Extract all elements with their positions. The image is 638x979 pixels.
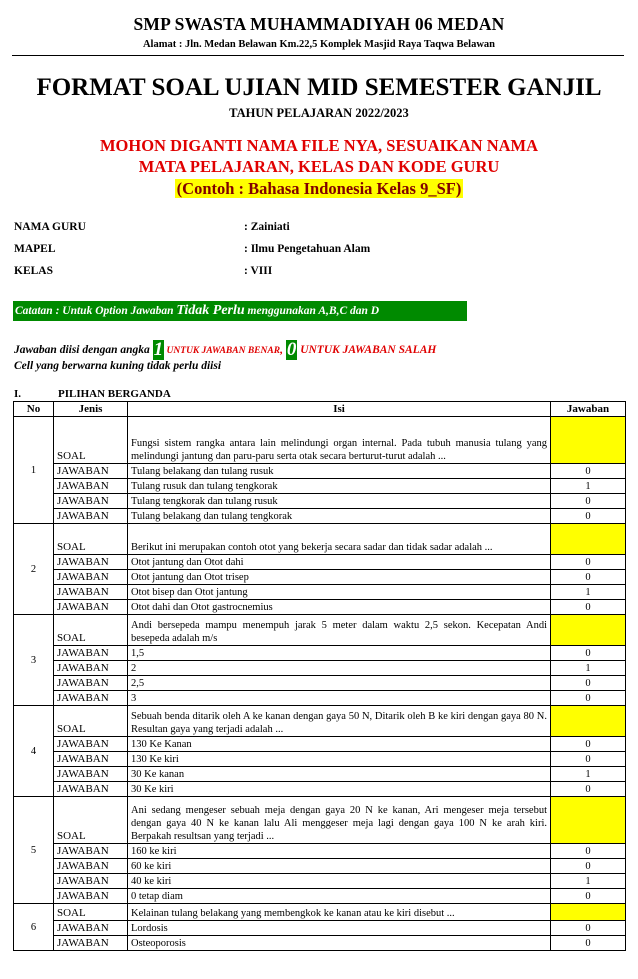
question-row (14, 706, 626, 737)
option-text: 130 Ke Kanan (128, 737, 551, 752)
question-number: 1 (14, 417, 54, 524)
option-row (14, 494, 626, 509)
question-text: Fungsi sistem rangka antara lain melindungi organ internal. Pada tubuh manusia tulang yang melindungi jantung dan paru-paru serta otak secara berturut-turut adalah ... (128, 417, 551, 464)
option-row (14, 509, 626, 524)
option-note (13, 301, 467, 321)
question-text: Ani sedang mengeser sebuah meja dengan gaya 20 N ke kanan, Ari mengeser meja tersebut dengan gaya 40 N ke kanan lalu Ali menggeser meja lagi dengan gaya 100 N ke arah kiri. Berpakah resultsan yang terjadi ... (128, 797, 551, 844)
option-type: JAWABAN (54, 874, 128, 889)
option-row (14, 737, 626, 752)
option-answer[interactable]: 0 (551, 691, 626, 706)
option-type: JAWABAN (54, 752, 128, 767)
option-text: Otot jantung dan Otot trisep (128, 570, 551, 585)
option-text: Otot jantung dan Otot dahi (128, 555, 551, 570)
question-number: 6 (14, 904, 54, 951)
option-answer[interactable]: 0 (551, 921, 626, 936)
option-type: JAWABAN (54, 889, 128, 904)
question-text: Sebuah benda ditarik oleh A ke kanan dengan gaya 50 N, Ditarik oleh B ke kiri dengan gaya 80 N. Resultan gaya yang terjadi adalah ... (128, 706, 551, 737)
correct-value-badge: 1 (153, 339, 164, 360)
option-answer[interactable]: 1 (551, 585, 626, 600)
option-type: JAWABAN (54, 859, 128, 874)
question-number: 4 (14, 706, 54, 797)
option-text: 60 ke kiri (128, 859, 551, 874)
answer-instruction-comma: , (280, 344, 286, 356)
option-row (14, 676, 626, 691)
option-row (14, 767, 626, 782)
option-row (14, 555, 626, 570)
option-type: JAWABAN (54, 555, 128, 570)
question-row (14, 417, 626, 464)
option-answer[interactable]: 0 (551, 494, 626, 509)
option-type: JAWABAN (54, 844, 128, 859)
option-text: 3 (128, 691, 551, 706)
option-type: JAWABAN (54, 600, 128, 615)
subject-row (14, 243, 370, 255)
option-type: JAWABAN (54, 661, 128, 676)
option-row (14, 889, 626, 904)
filename-example (0, 179, 638, 199)
section-heading (14, 388, 171, 400)
class-value: : VIII (244, 265, 273, 277)
option-type: JAWABAN (54, 782, 128, 797)
option-answer[interactable]: 0 (551, 889, 626, 904)
option-text: 30 Ke kanan (128, 767, 551, 782)
academic-year: TAHUN PELAJARAN 2022/2023 (229, 106, 409, 120)
option-row (14, 646, 626, 661)
table-header-row (14, 402, 626, 417)
question-number: 2 (14, 524, 54, 615)
option-text: Lordosis (128, 921, 551, 936)
question-type: SOAL (54, 615, 128, 646)
answer-instruction (14, 340, 436, 360)
teacher-label: NAMA GURU (14, 221, 86, 233)
option-row (14, 464, 626, 479)
question-type: SOAL (54, 797, 128, 844)
option-type: JAWABAN (54, 737, 128, 752)
yellow-cell-note: Cell yang berwarna kuning tidak perlu diisi (14, 360, 222, 372)
option-answer[interactable]: 0 (551, 782, 626, 797)
option-type: JAWABAN (54, 691, 128, 706)
question-answer-cell[interactable] (551, 524, 626, 555)
question-answer-cell[interactable] (551, 615, 626, 646)
document-title: FORMAT SOAL UJIAN MID SEMESTER GANJIL (36, 74, 602, 101)
option-answer[interactable]: 1 (551, 874, 626, 889)
option-note-text-c: menggunakan A,B,C dan D (244, 305, 380, 317)
school-name: SMP SWASTA MUHAMMADIYAH 06 MEDAN (133, 14, 505, 34)
question-row (14, 797, 626, 844)
question-number: 3 (14, 615, 54, 706)
option-row (14, 859, 626, 874)
question-row (14, 615, 626, 646)
wrong-value-label: UNTUK JAWABAN SALAH (297, 344, 437, 356)
option-text: 160 ke kiri (128, 844, 551, 859)
question-type: SOAL (54, 904, 128, 921)
option-text: Tulang belakang dan tulang rusuk (128, 464, 551, 479)
option-answer[interactable]: 0 (551, 936, 626, 951)
header-isi: Isi (128, 402, 551, 417)
option-answer[interactable]: 0 (551, 844, 626, 859)
question-number: 5 (14, 797, 54, 904)
option-type: JAWABAN (54, 921, 128, 936)
option-answer[interactable]: 1 (551, 767, 626, 782)
class-label: KELAS (14, 265, 53, 277)
option-answer[interactable]: 0 (551, 752, 626, 767)
option-row (14, 844, 626, 859)
option-type: JAWABAN (54, 494, 128, 509)
option-row (14, 479, 626, 494)
question-row (14, 904, 626, 921)
option-note-text-a: Catatan : Untuk Option Jawaban (15, 305, 177, 317)
option-text: 2,5 (128, 676, 551, 691)
option-type: JAWABAN (54, 676, 128, 691)
option-text: Otot dahi dan Otot gastrocnemius (128, 600, 551, 615)
option-type: JAWABAN (54, 509, 128, 524)
header-divider (12, 55, 624, 56)
option-row (14, 691, 626, 706)
option-text: Osteoporosis (128, 936, 551, 951)
option-answer[interactable]: 1 (551, 479, 626, 494)
school-address: Alamat : Jln. Medan Belawan Km.22,5 Komplek Masjid Raya Taqwa Belawan (142, 39, 496, 50)
question-answer-cell[interactable] (551, 706, 626, 737)
option-row (14, 661, 626, 676)
option-answer[interactable]: 0 (551, 646, 626, 661)
section-number: I. (14, 388, 22, 400)
option-text: 40 ke kiri (128, 874, 551, 889)
class-row (14, 265, 272, 277)
header-no: No (14, 402, 54, 417)
option-row (14, 921, 626, 936)
question-answer-cell[interactable] (551, 904, 626, 921)
option-text: Tulang tengkorak dan tulang rusuk (128, 494, 551, 509)
option-answer[interactable]: 0 (551, 859, 626, 874)
question-type: SOAL (54, 706, 128, 737)
question-answer-cell[interactable] (551, 417, 626, 464)
questions-table (13, 401, 626, 951)
header-jenis: Jenis (54, 402, 128, 417)
filename-example-text: (Contoh : Bahasa Indonesia Kelas 9_SF) (176, 179, 462, 198)
option-answer[interactable]: 0 (551, 676, 626, 691)
subject-value: : Ilmu Pengetahuan Alam (244, 243, 371, 255)
question-row (14, 524, 626, 555)
option-answer[interactable]: 0 (551, 737, 626, 752)
option-text: 130 Ke kiri (128, 752, 551, 767)
subject-label: MAPEL (14, 243, 56, 255)
option-row (14, 752, 626, 767)
question-text: Berikut ini merupakan contoh otot yang bekerja secara sadar dan tidak sadar adalah ... (128, 524, 551, 555)
option-row (14, 585, 626, 600)
teacher-value: : Zainiati (244, 221, 290, 233)
option-text: Tulang belakang dan tulang tengkorak (128, 509, 551, 524)
option-type: JAWABAN (54, 570, 128, 585)
option-row (14, 600, 626, 615)
warning-line-2: MATA PELAJARAN, KELAS DAN KODE GURU (138, 157, 500, 176)
question-answer-cell[interactable] (551, 797, 626, 844)
warning-line-1: MOHON DIGANTI NAMA FILE NYA, SESUAIKAN NAMA (99, 136, 539, 155)
option-row (14, 570, 626, 585)
option-type: JAWABAN (54, 936, 128, 951)
option-answer[interactable]: 0 (551, 464, 626, 479)
questions-body (14, 417, 626, 951)
question-text: Andi bersepeda mampu menempuh jarak 5 meter dalam waktu 2,5 sekon. Kecepatan Andi besepeda adalah m/s (128, 615, 551, 646)
option-text: Tulang rusuk dan tulang tengkorak (128, 479, 551, 494)
option-answer[interactable]: 0 (551, 509, 626, 524)
option-row (14, 782, 626, 797)
option-note-emphasis: Tidak Perlu (176, 303, 245, 318)
option-text: 30 Ke kiri (128, 782, 551, 797)
option-text: 0 tetap diam (128, 889, 551, 904)
option-type: JAWABAN (54, 464, 128, 479)
option-type: JAWABAN (54, 479, 128, 494)
option-answer[interactable]: 0 (551, 555, 626, 570)
option-type: JAWABAN (54, 585, 128, 600)
option-type: JAWABAN (54, 767, 128, 782)
question-text: Kelainan tulang belakang yang membengkok ke kanan atau ke kiri disebut ... (128, 904, 551, 921)
question-type: SOAL (54, 417, 128, 464)
option-row (14, 936, 626, 951)
option-answer[interactable]: 0 (551, 570, 626, 585)
question-type: SOAL (54, 524, 128, 555)
option-answer[interactable]: 0 (551, 600, 626, 615)
teacher-row (14, 221, 290, 233)
header-jawaban: Jawaban (551, 402, 626, 417)
option-text: Otot bisep dan Otot jantung (128, 585, 551, 600)
option-type: JAWABAN (54, 646, 128, 661)
option-text: 2 (128, 661, 551, 676)
option-text: 1,5 (128, 646, 551, 661)
correct-value-label: UNTUK JAWABAN BENAR (164, 346, 281, 356)
answer-instruction-lead: Jawaban diisi dengan angka (14, 344, 153, 356)
option-answer[interactable]: 1 (551, 661, 626, 676)
wrong-value-badge: 0 (286, 339, 297, 360)
section-title: PILIHAN BERGANDA (58, 388, 171, 400)
option-row (14, 874, 626, 889)
